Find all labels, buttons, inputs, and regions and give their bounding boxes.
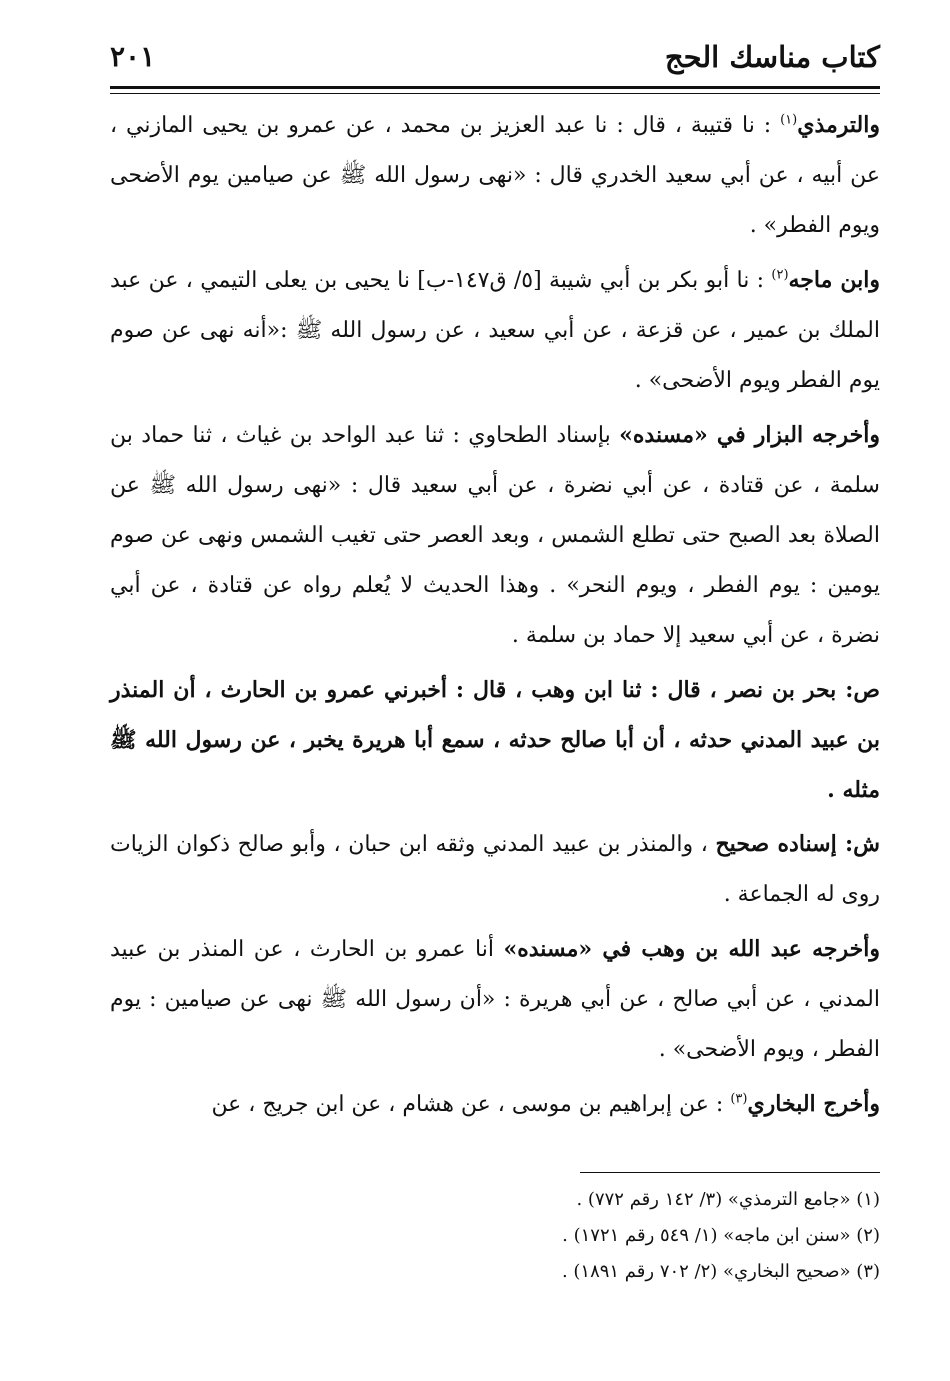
footnote-ref: (١) bbox=[780, 112, 798, 128]
paragraph-text: : نا قتيبة ، قال : نا عبد العزيز بن محمد ، عن عمرو بن يحيى المازني ، عن أبيه ، عن أبي سعيد الخدري قال : «نهى رسول الله ﷺ عن صيامين يوم الأضحى ويوم الفطر» . bbox=[110, 113, 880, 238]
paragraph-2 bbox=[110, 255, 880, 406]
page-number: ٢٠١ bbox=[110, 40, 156, 73]
paragraph-text: بإسناد الطحاوي : ثنا عبد الواحد بن غياث ، ثنا حماد بن سلمة ، عن قتادة ، عن أبي نضرة ، عن أبي سعيد قال : «نهى رسول الله ﷺ عن الصلاة بعد الصبح حتى تطلع الشمس ، وبعد العصر حتى تغيب الشمس ونهى عن صوم يومين : يوم الفطر ، ويوم النحر» . وهذا الحديث لا يُعلم رواه عن قتادة ، عن أبي نضرة ، عن أبي سعيد إلا حماد بن سلمة . bbox=[110, 423, 880, 648]
header-rule-thick bbox=[110, 86, 880, 89]
paragraph-text: أنا عمرو بن الحارث ، عن المنذر بن عبيد المدني ، عن أبي صالح ، عن أبي هريرة : «أن رسول الله ﷺ نهى عن صيامين : يوم الفطر ، ويوم الأضحى» . bbox=[110, 937, 880, 1062]
footnotes bbox=[110, 1182, 880, 1290]
paragraph-lead: وأخرجه عبد الله بن وهب في «مسنده» bbox=[503, 936, 880, 962]
header-rule-thin bbox=[110, 93, 880, 94]
paragraph-lead: وأخرجه البزار في «مسنده» bbox=[619, 422, 880, 448]
footnote-ref: (٣) bbox=[730, 1091, 748, 1107]
paragraph-text: : نا أبو بكر بن أبي شيبة [٥/ ق١٤٧-ب] نا يحيى بن يعلى التيمي ، عن عبد الملك بن عمير ، عن قزعة ، عن أبي سعيد ، عن رسول الله ﷺ :«أنه نهى عن صوم يوم الفطر ويوم الأضحى» . bbox=[110, 268, 880, 393]
paragraph-text: : عن إبراهيم بن موسى ، عن هشام ، عن ابن جريج ، عن bbox=[211, 1092, 731, 1117]
page-body bbox=[110, 100, 880, 1134]
footnote-3: (٣) «صحيح البخاري» (٢/ ٧٠٢ رقم ١٨٩١) . bbox=[561, 1261, 880, 1282]
paragraph-3 bbox=[110, 410, 880, 661]
paragraph-6 bbox=[110, 924, 880, 1075]
paragraph-5 bbox=[110, 819, 880, 920]
paragraph-lead: ش: إسناده صحيح bbox=[715, 831, 880, 857]
paragraph-lead: وأخرج البخاري bbox=[747, 1091, 880, 1117]
paragraph-4 bbox=[110, 665, 880, 815]
chapter-title: كتاب مناسك الحج bbox=[664, 40, 880, 74]
paragraph-text: ، والمنذر بن عبيد المدني وثقه ابن حبان ، وأبو صالح ذكوان الزيات روى له الجماعة . bbox=[110, 832, 880, 907]
paragraph-1 bbox=[110, 100, 880, 251]
footnote-ref: (٢) bbox=[771, 267, 789, 283]
paragraph-lead: ص: bbox=[845, 677, 880, 703]
page-header bbox=[110, 40, 880, 86]
paragraph-lead: وابن ماجه bbox=[788, 267, 880, 293]
footnote-2: (٢) «سنن ابن ماجه» (١/ ٥٤٩ رقم ١٧٢١) . bbox=[562, 1225, 880, 1246]
paragraph-7 bbox=[110, 1079, 880, 1130]
paragraph-lead: والترمذي bbox=[797, 112, 880, 138]
paragraph-text: بحر بن نصر ، قال : ثنا ابن وهب ، قال : أخبرني عمرو بن الحارث ، أن المنذر بن عبيد المدني حدثه ، أن أبا صالح حدثه ، سمع أبا هريرة يخبر ، عن رسول الله ﷺ مثله . bbox=[110, 677, 880, 803]
footnote-1: (١) «جامع الترمذي» (٣/ ١٤٢ رقم ٧٧٢) . bbox=[576, 1189, 880, 1210]
footnote-separator bbox=[580, 1172, 880, 1173]
